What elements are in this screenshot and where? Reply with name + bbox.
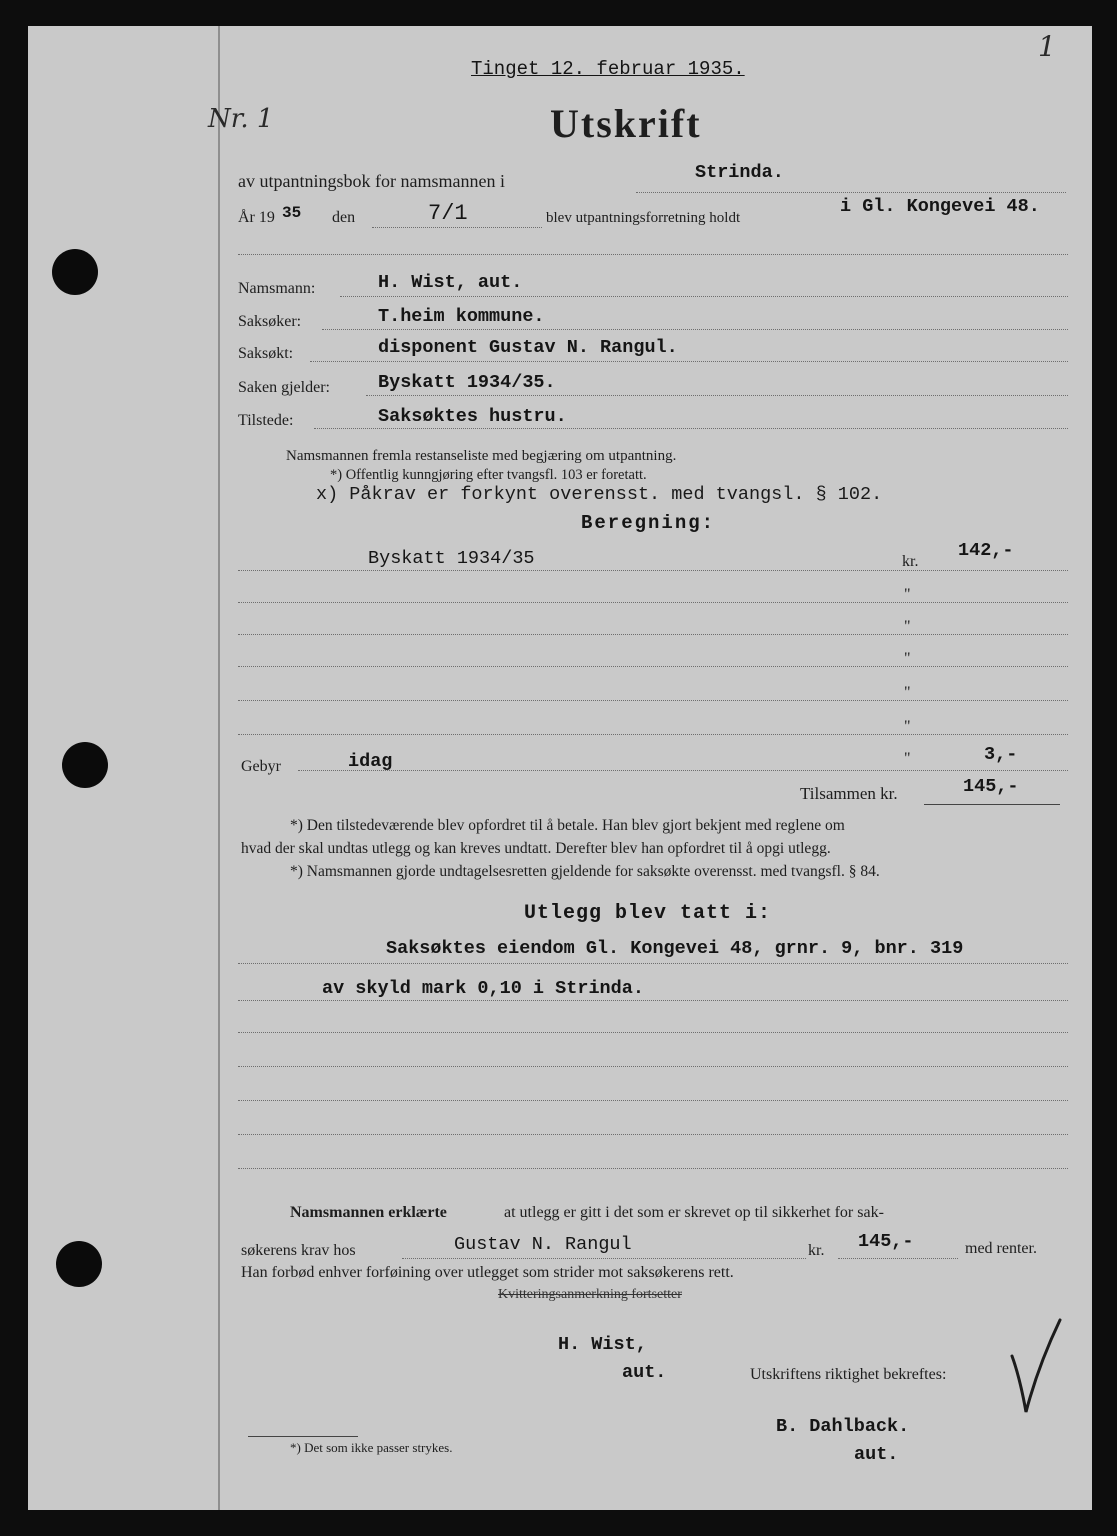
struck-text: Kvitteringsanmerkning fortsetter xyxy=(498,1287,682,1302)
field-value: Saksøktes hustru. xyxy=(378,406,567,427)
rule-line xyxy=(238,1066,1068,1067)
ditto-mark: " xyxy=(904,618,911,635)
confirm-label: Utskriftens riktighet bekreftes: xyxy=(750,1366,947,1383)
field-value: disponent Gustav N. Rangul. xyxy=(378,337,678,358)
rule-line xyxy=(238,1000,1068,1001)
rule-line xyxy=(298,770,1068,771)
declaration-end: med renter. xyxy=(965,1240,1037,1257)
total-underline xyxy=(924,804,1060,805)
signature-name: B. Dahlback. xyxy=(776,1416,910,1437)
ditto-mark: " xyxy=(904,750,911,767)
field-label: Namsmann: xyxy=(238,280,316,297)
para-line: hvad der skal undtas utlegg og kan kreves undtatt. Derefter blev han opfordret til å opgi utlegg. xyxy=(241,840,831,857)
rule-line xyxy=(238,254,1068,255)
declaration-line: Han forbød enhver forføining over utlegget som strider mot saksøkerens rett. xyxy=(241,1264,734,1281)
den-label: den xyxy=(332,209,356,226)
signature-title: aut. xyxy=(854,1444,899,1465)
rule-line xyxy=(238,666,1068,667)
rule-line xyxy=(838,1258,958,1259)
gebyr-value: idag xyxy=(348,751,393,772)
declaration-kr: kr. xyxy=(808,1242,825,1259)
note-line: Namsmannen fremla restanseliste med begjæring om utpantning. xyxy=(286,448,677,464)
note-line: x) Påkrav er forkynt overensst. med tvangsl. § 102. xyxy=(316,484,883,505)
rule-line xyxy=(238,1032,1068,1033)
utlegg-line: av skyld mark 0,10 i Strinda. xyxy=(322,978,644,999)
punch-hole xyxy=(56,1241,102,1287)
declaration-line: at utlegg er gitt i det som er skrevet op til sikkerhet for sak- xyxy=(504,1204,884,1221)
ditto-mark: " xyxy=(904,586,911,603)
kr-label: kr. xyxy=(902,553,919,570)
intro-label: av utpantningsbok for namsmannen i xyxy=(238,171,505,191)
ditto-mark: " xyxy=(904,650,911,667)
beregning-item: Byskatt 1934/35 xyxy=(368,548,535,569)
rule-line xyxy=(402,1258,806,1259)
rule-line xyxy=(372,227,542,228)
document-page xyxy=(28,26,1092,1510)
utlegg-title: Utlegg blev tatt i: xyxy=(524,902,772,925)
rule-line xyxy=(340,296,1068,297)
utlegg-line: Saksøktes eiendom Gl. Kongevei 48, grnr. 9, bnr. 319 xyxy=(386,938,964,959)
rule-line xyxy=(314,428,1068,429)
rule-line xyxy=(366,395,1068,396)
total-amount: 145,- xyxy=(963,776,1019,797)
rule-line xyxy=(238,634,1068,635)
signature-name: H. Wist, xyxy=(558,1334,647,1355)
field-value: H. Wist, aut. xyxy=(378,272,523,293)
tinget-date: Tinget 12. februar 1935. xyxy=(471,58,745,80)
rule-line xyxy=(636,192,1066,193)
footnote-rule xyxy=(248,1436,358,1437)
total-label: Tilsammen kr. xyxy=(800,784,898,803)
gebyr-amount: 3,- xyxy=(984,744,1018,765)
rule-line xyxy=(238,570,1068,571)
intro-place: Strinda. xyxy=(695,162,784,183)
field-value: T.heim kommune. xyxy=(378,306,545,327)
field-value: Byskatt 1934/35. xyxy=(378,372,556,393)
year-label: År 19 xyxy=(238,209,275,226)
gebyr-label: Gebyr xyxy=(241,758,281,775)
declaration-bold: Namsmannen erklærte xyxy=(290,1204,447,1221)
declaration-amount: 145,- xyxy=(858,1231,914,1252)
ditto-mark: " xyxy=(904,718,911,735)
rule-line xyxy=(238,1100,1068,1101)
declaration-name: Gustav N. Rangul xyxy=(454,1234,632,1255)
field-label: Saken gjelder: xyxy=(238,379,330,396)
field-label: Saksøkt: xyxy=(238,345,294,362)
handwritten-checkmark xyxy=(1008,1316,1064,1420)
rule-line xyxy=(238,963,1068,964)
rule-line xyxy=(322,329,1068,330)
footnote: *) Det som ikke passer strykes. xyxy=(290,1440,453,1455)
holdt-label: blev utpantningsforretning holdt xyxy=(546,210,741,226)
punch-hole xyxy=(52,249,98,295)
rule-line xyxy=(238,700,1068,701)
year-value: 35 xyxy=(282,204,302,222)
ditto-mark: " xyxy=(904,684,911,701)
rule-line xyxy=(238,1134,1068,1135)
declaration-label: søkerens krav hos xyxy=(241,1242,356,1259)
rule-line xyxy=(310,361,1068,362)
punch-hole xyxy=(62,742,108,788)
field-label: Saksøker: xyxy=(238,313,302,330)
field-label: Tilstede: xyxy=(238,412,294,429)
rule-line xyxy=(238,1168,1068,1169)
rule-line xyxy=(238,602,1068,603)
margin-line xyxy=(218,26,220,1510)
item-amount: 142,- xyxy=(958,540,1014,561)
handwritten-no: Nr. 1 xyxy=(208,104,274,134)
note-line: *) Offentlig kunngjøring efter tvangsfl. 103 er foretatt. xyxy=(330,467,647,483)
page-title: Utskrift xyxy=(550,101,702,146)
handwritten-page-number: 1 xyxy=(1038,30,1056,63)
beregning-title: Beregning: xyxy=(581,512,716,534)
signature-title: aut. xyxy=(622,1362,667,1383)
holdt-value: i Gl. Kongevei 48. xyxy=(840,196,1040,217)
para-line: *) Den tilstedeværende blev opfordret til å betale. Han blev gjort bekjent med reglene om xyxy=(290,817,845,834)
den-value: 7/1 xyxy=(428,201,468,226)
para-line: *) Namsmannen gjorde undtagelsesretten gjeldende for saksøkte overensst. med tvangsfl. § 84. xyxy=(290,863,880,880)
rule-line xyxy=(238,734,1068,735)
